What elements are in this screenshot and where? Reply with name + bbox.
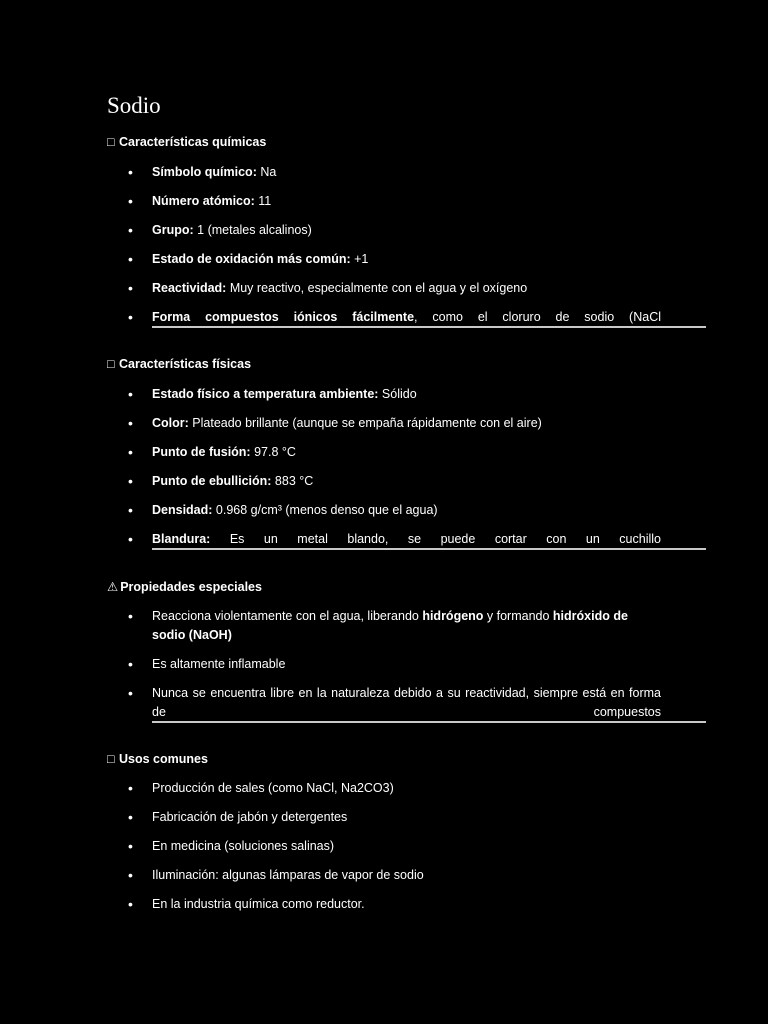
item-text: Plateado brillante (aunque se empaña rápidamente con el aire) bbox=[188, 416, 542, 430]
item-text: 1 (metales alcalinos) bbox=[193, 223, 312, 237]
list-item bbox=[107, 779, 661, 798]
item-text: Na bbox=[256, 165, 277, 179]
item-text: +1 bbox=[350, 252, 369, 266]
horizontal-rule bbox=[152, 721, 706, 723]
item-text: Nunca se encuentra libre en la naturaleza debido a su reactividad, siempre está en forma de compuestos bbox=[152, 686, 661, 719]
list-item bbox=[107, 385, 661, 404]
item-label: Grupo: bbox=[152, 223, 194, 237]
section-heading-physical bbox=[107, 355, 251, 373]
list-item bbox=[107, 221, 661, 240]
missing-glyph-icon: □ bbox=[107, 135, 115, 149]
list-item bbox=[107, 684, 661, 722]
list-item bbox=[107, 530, 661, 549]
item-text: Es un metal blando, se puede cortar con un cuchillo bbox=[210, 532, 661, 546]
item-text: En la industria química como reductor. bbox=[152, 897, 365, 911]
item-label: Estado físico a temperatura ambiente: bbox=[152, 387, 379, 401]
item-text: Producción de sales (como NaCl, Na2CO3) bbox=[152, 781, 394, 795]
item-text: , como el cloruro de sodio (NaCl bbox=[414, 310, 661, 324]
section-heading-text: Propiedades especiales bbox=[120, 580, 262, 594]
item-label: Símbolo químico: bbox=[152, 165, 257, 179]
section-heading-uses bbox=[107, 750, 208, 768]
item-text: Es altamente inflamable bbox=[152, 657, 286, 671]
item-text: Fabricación de jabón y detergentes bbox=[152, 810, 348, 824]
item-text: Sólido bbox=[378, 387, 417, 401]
item-label: Número atómico: bbox=[152, 194, 255, 208]
item-text: 11 bbox=[254, 194, 272, 208]
item-label: Punto de fusión: bbox=[152, 445, 251, 459]
section-heading-special bbox=[107, 578, 262, 596]
item-bold: hidrógeno bbox=[422, 609, 484, 623]
list-item bbox=[107, 414, 661, 433]
item-text: 97.8 °C bbox=[250, 445, 296, 459]
document-title: Sodio bbox=[107, 93, 161, 118]
list-item bbox=[107, 607, 661, 645]
list-item bbox=[107, 443, 661, 462]
warning-icon: ⚠ bbox=[107, 580, 119, 594]
list-item bbox=[107, 837, 661, 856]
item-text: Muy reactivo, especialmente con el agua y el oxígeno bbox=[226, 281, 528, 295]
list-item bbox=[107, 163, 661, 182]
horizontal-rule bbox=[152, 326, 706, 328]
item-label: Forma compuestos iónicos fácilmente bbox=[152, 310, 415, 324]
section-heading-text: Características químicas bbox=[119, 135, 267, 149]
item-bold: hidróxido de sodio (NaOH) bbox=[152, 609, 628, 642]
item-label: Reactividad: bbox=[152, 281, 227, 295]
missing-glyph-icon: □ bbox=[107, 752, 115, 766]
section-heading-text: Características físicas bbox=[119, 357, 252, 371]
list-item bbox=[107, 192, 661, 211]
item-text: 0.968 g/cm³ (menos denso que el agua) bbox=[212, 503, 438, 517]
item-text: En medicina (soluciones salinas) bbox=[152, 839, 335, 853]
item-label: Color: bbox=[152, 416, 189, 430]
item-label: Punto de ebullición: bbox=[152, 474, 272, 488]
item-text: 883 °C bbox=[271, 474, 314, 488]
list-item bbox=[107, 279, 661, 298]
list-item bbox=[107, 655, 661, 674]
item-text: y formando bbox=[483, 609, 553, 623]
section-heading-text: Usos comunes bbox=[119, 752, 208, 766]
list-item bbox=[107, 808, 661, 827]
chemical-properties-list bbox=[107, 163, 661, 337]
item-text: Reacciona violentamente con el agua, liberando bbox=[152, 609, 423, 623]
item-label: Estado de oxidación más común: bbox=[152, 252, 351, 266]
section-heading-chemical bbox=[107, 133, 266, 151]
item-text: Iluminación: algunas lámparas de vapor de sodio bbox=[152, 868, 424, 882]
missing-glyph-icon: □ bbox=[107, 357, 115, 371]
horizontal-rule bbox=[152, 548, 706, 550]
physical-properties-list bbox=[107, 385, 661, 559]
list-item bbox=[107, 250, 661, 269]
special-properties-list bbox=[107, 607, 661, 732]
list-item bbox=[107, 308, 661, 327]
list-item bbox=[107, 472, 661, 491]
list-item bbox=[107, 501, 661, 520]
common-uses-list bbox=[107, 779, 661, 924]
list-item bbox=[107, 895, 661, 914]
item-label: Densidad: bbox=[152, 503, 213, 517]
item-label: Blandura: bbox=[152, 532, 211, 546]
list-item bbox=[107, 866, 661, 885]
